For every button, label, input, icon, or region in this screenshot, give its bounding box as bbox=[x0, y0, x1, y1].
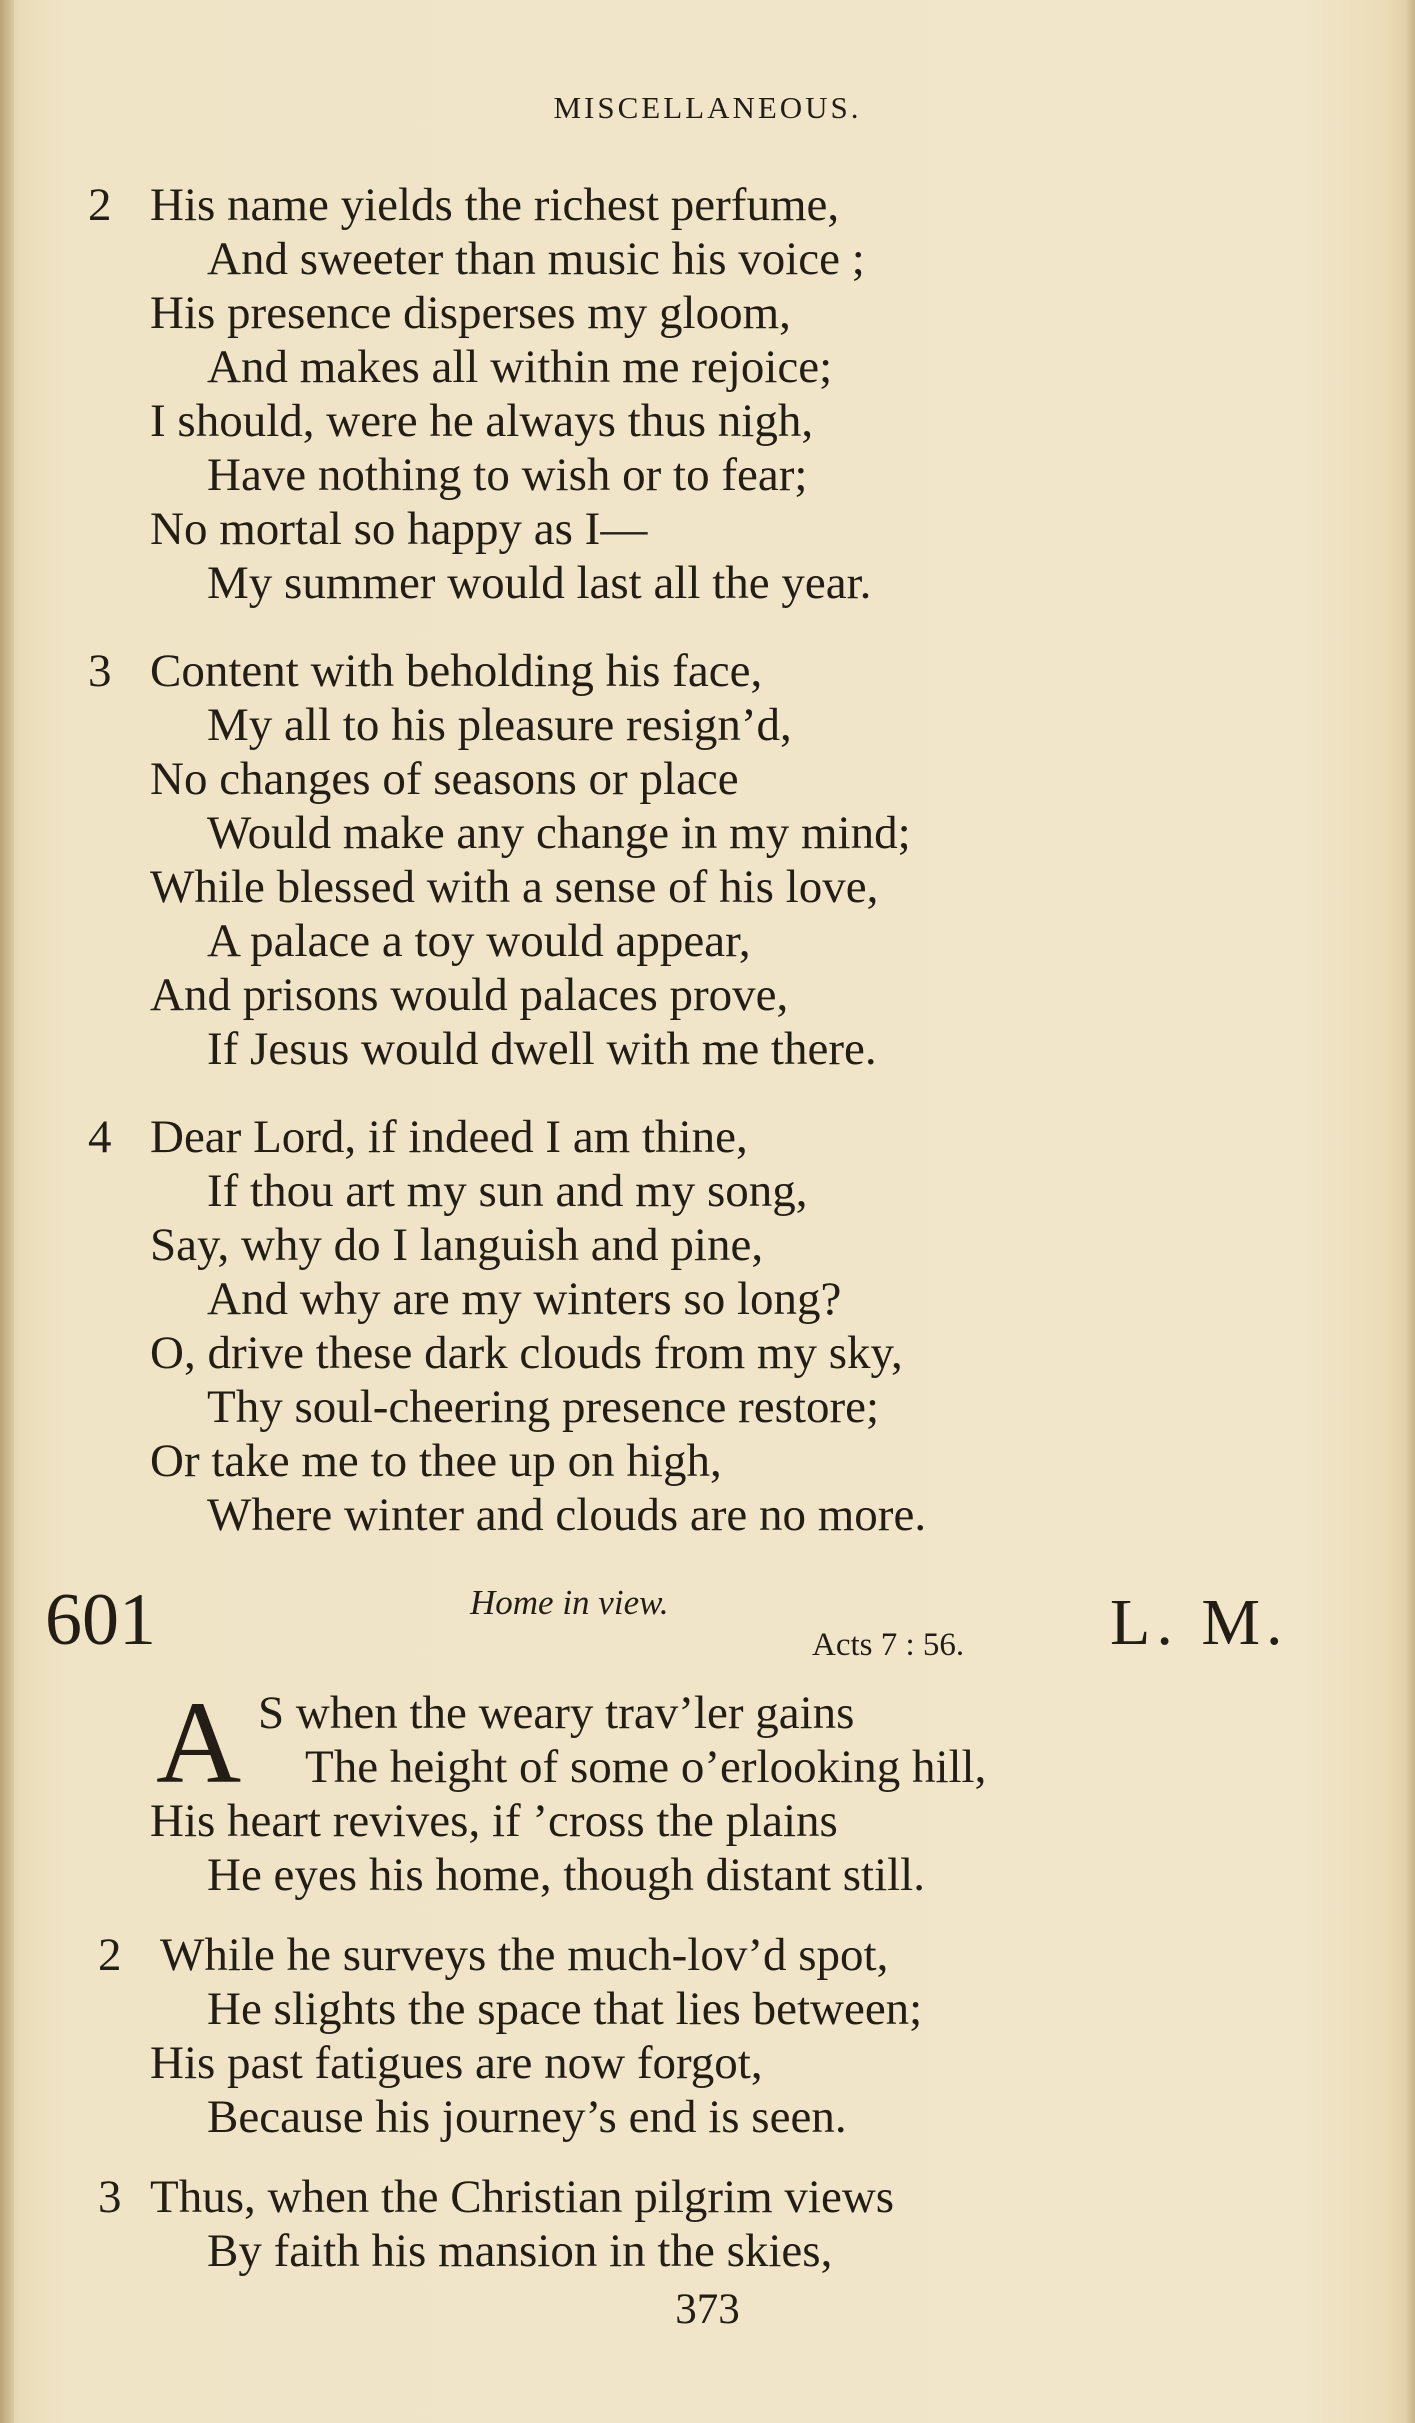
hymn-number: 601 bbox=[45, 1579, 156, 1661]
verse-line: And sweeter than music his voice ; bbox=[207, 233, 865, 285]
verse-line: He slights the space that lies between; bbox=[207, 1983, 923, 2035]
verse-line: Or take me to thee up on high, bbox=[150, 1435, 722, 1487]
running-header: MISCELLANEOUS. bbox=[553, 90, 862, 125]
verse-line: No mortal so happy as I— bbox=[150, 503, 648, 555]
verse-line: Because his journey’s end is seen. bbox=[207, 2091, 847, 2143]
verse-line: My summer would last all the year. bbox=[207, 557, 872, 609]
stanza-number: 2 bbox=[88, 179, 112, 231]
verse-line: Say, why do I languish and pine, bbox=[150, 1219, 764, 1271]
verse-line: And makes all within me rejoice; bbox=[207, 341, 833, 393]
verse-line: My all to his pleasure resign’d, bbox=[207, 699, 792, 751]
verse-line: Thus, when the Christian pilgrim views bbox=[150, 2171, 895, 2223]
verse-line: The height of some o’erlooking hill, bbox=[305, 1741, 987, 1793]
verse-line: Have nothing to wish or to fear; bbox=[207, 449, 808, 501]
verse-line: O, drive these dark clouds from my sky, bbox=[150, 1327, 903, 1379]
verse-line: His past fatigues are now forgot, bbox=[150, 2037, 763, 2089]
hymn-meter: L. M. bbox=[1110, 1586, 1289, 1659]
verse-line: And prisons would palaces prove, bbox=[150, 969, 789, 1021]
verse-line: And why are my winters so long? bbox=[207, 1273, 842, 1325]
hymn-title: Home in view. bbox=[470, 1583, 669, 1622]
verse-line: By faith his mansion in the skies, bbox=[207, 2225, 833, 2277]
verse-line: His name yields the richest perfume, bbox=[150, 179, 840, 231]
verse-line: If thou art my sun and my song, bbox=[207, 1165, 808, 1217]
verse-line: While blessed with a sense of his love, bbox=[150, 861, 879, 913]
page-right-edge bbox=[1405, 0, 1415, 2423]
verse-line: Content with beholding his face, bbox=[150, 645, 763, 697]
stanza-number: 3 bbox=[98, 2171, 122, 2223]
verse-line: Where winter and clouds are no more. bbox=[207, 1489, 927, 1541]
verse-line: No changes of seasons or place bbox=[150, 753, 739, 805]
scripture-reference: Acts 7 : 56. bbox=[812, 1627, 965, 1663]
verse-line: A palace a toy would appear, bbox=[207, 915, 751, 967]
verse-line: Dear Lord, if indeed I am thine, bbox=[150, 1111, 748, 1163]
verse-line: Thy soul-cheering presence restore; bbox=[207, 1381, 880, 1433]
verse-line: He eyes his home, though distant still. bbox=[207, 1849, 925, 1901]
drop-cap: A bbox=[156, 1677, 242, 1808]
stanza-number: 2 bbox=[98, 1929, 122, 1981]
verse-line: Would make any change in my mind; bbox=[207, 807, 911, 859]
verse-line: I should, were he always thus nigh, bbox=[150, 395, 814, 447]
stanza-number: 4 bbox=[88, 1111, 112, 1163]
page-number: 373 bbox=[675, 2286, 740, 2333]
stanza-number: 3 bbox=[88, 645, 112, 697]
verse-line: S when the weary trav’ler gains bbox=[258, 1687, 855, 1739]
verse-line: His heart revives, if ’cross the plains bbox=[150, 1795, 838, 1847]
verse-line: His presence disperses my gloom, bbox=[150, 287, 791, 339]
verse-line: While he surveys the much-lov’d spot, bbox=[160, 1929, 889, 1981]
page-left-edge bbox=[0, 0, 14, 2423]
verse-line: If Jesus would dwell with me there. bbox=[207, 1023, 877, 1075]
